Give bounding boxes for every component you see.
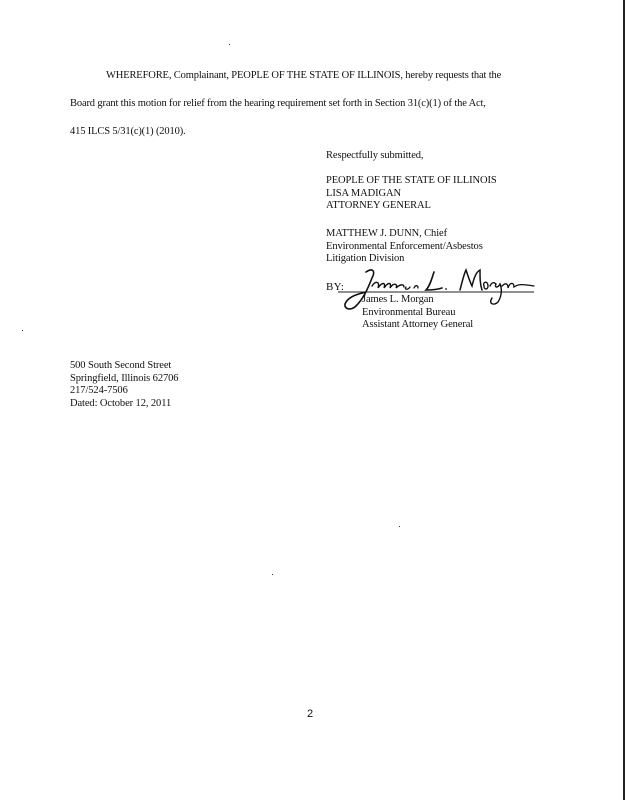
by-label: BY:: [326, 281, 345, 293]
address-block: [70, 360, 178, 410]
signer-bureau: Environmental Bureau: [362, 306, 456, 318]
page-number: 2: [307, 708, 314, 720]
signer-name: James L. Morgan: [362, 294, 434, 305]
division-line-3: Litigation Division: [326, 253, 405, 264]
address-line-4: Dated: October 12, 2011: [70, 397, 172, 409]
address-line-1: 500 South Second Street: [70, 360, 172, 371]
closing-phrase: [326, 150, 423, 163]
closing-text: Respectfully submitted,: [326, 150, 424, 161]
scan-speck: [399, 526, 400, 527]
party-line-3: ATTORNEY GENERAL: [326, 200, 431, 211]
paragraph-line-3: 415 ILCS 5/31(c)(1) (2010).: [70, 126, 186, 137]
scan-speck: [229, 44, 230, 45]
scan-speck: [272, 574, 273, 575]
party-block: [326, 175, 497, 213]
party-line-2: LISA MADIGAN: [326, 187, 401, 199]
division-line-2: Environmental Enforcement/Asbestos: [326, 240, 483, 252]
address-line-2: Springfield, Illinois 62706: [70, 372, 179, 384]
party-line-1: PEOPLE OF THE STATE OF ILLINOIS: [326, 175, 497, 186]
paragraph-line-1: WHEREFORE, Complainant, PEOPLE OF THE STATE OF ILLINOIS, hereby requests that the: [106, 70, 502, 81]
signer-block: [362, 294, 473, 332]
signer-title: Assistant Attorney General: [362, 319, 474, 330]
paragraph-line-2: Board grant this motion for relief from the hearing requirement set forth in Section 31(c)(1) of the Act,: [70, 98, 486, 109]
division-line-1: MATTHEW J. DUNN, Chief: [326, 228, 447, 239]
division-block: [326, 228, 483, 266]
scan-speck: [22, 330, 23, 331]
address-line-3: 217/524-7506: [70, 385, 128, 396]
